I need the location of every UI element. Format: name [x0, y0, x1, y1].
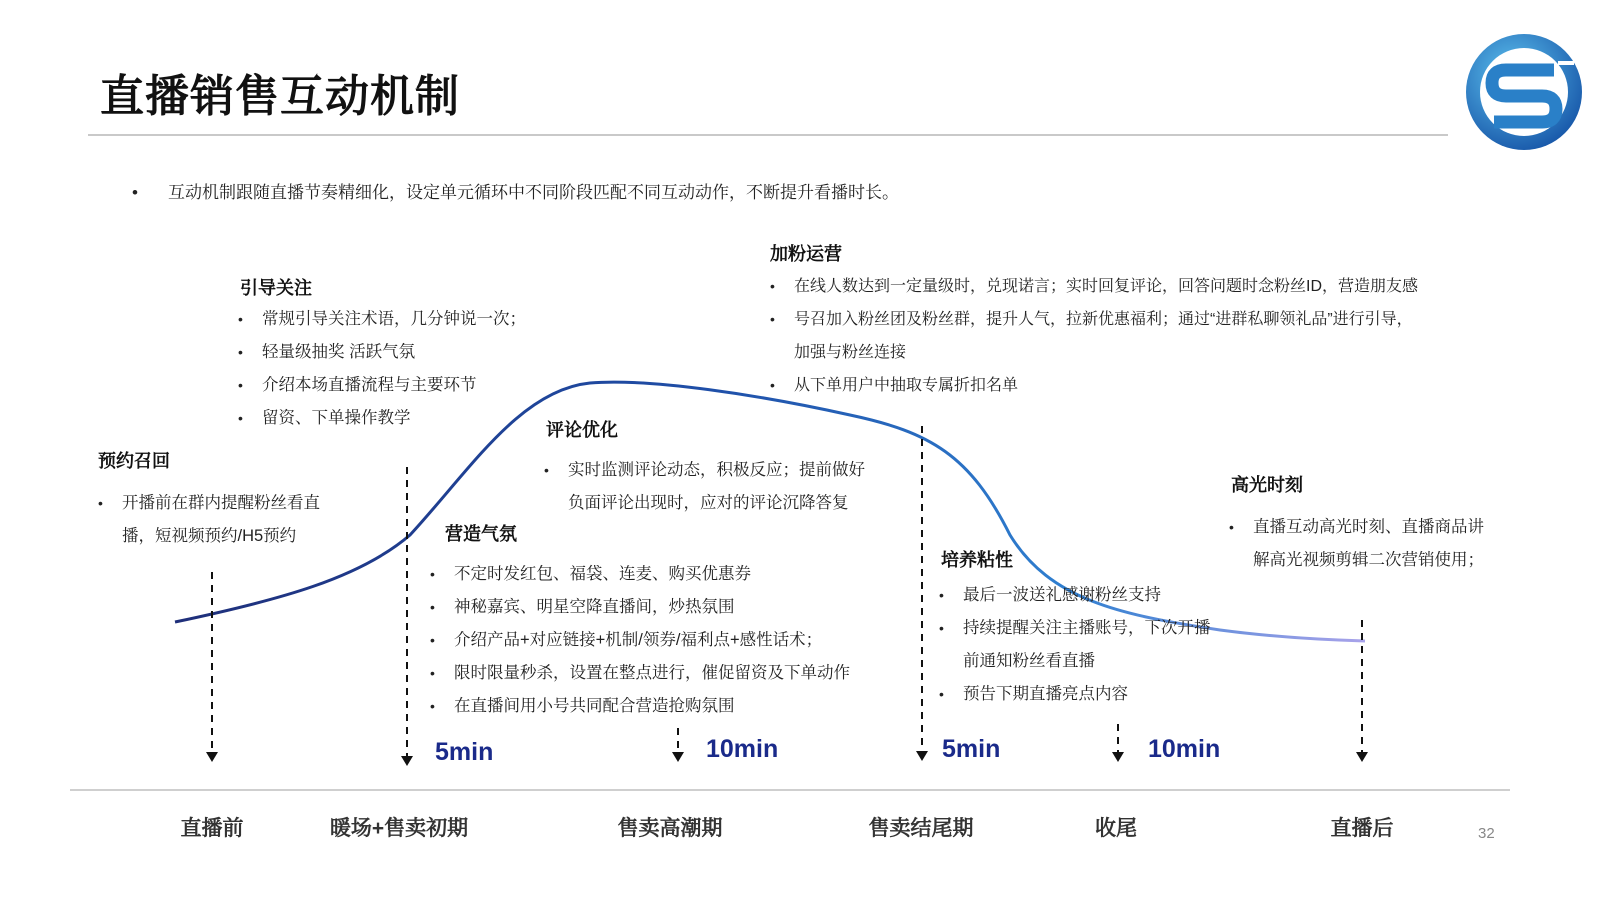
list-item-text: 持续提醒关注主播账号，下次开播 [963, 619, 1211, 637]
list-item-text: 限时限量秒杀，设置在整点进行，催促留资及下单动作 [454, 664, 850, 682]
section-title-yuyue: 预约召回 [98, 451, 170, 471]
list-item-continuation [98, 520, 320, 553]
list-item-text: 介绍本场直播流程与主要环节 [262, 376, 477, 394]
list-item [430, 591, 850, 624]
list-item-continuation [1229, 544, 1484, 577]
list-item-text: 加强与粉丝连接 [794, 344, 907, 361]
section-title-pinglun: 评论优化 [546, 420, 618, 440]
section-list-yindao [238, 303, 526, 435]
list-item [544, 454, 865, 487]
section-title-gaoguang: 高光时刻 [1231, 475, 1303, 495]
list-item [939, 579, 1211, 612]
list-item-text: 播，短视频预约/H5预约 [122, 527, 297, 545]
list-item [939, 612, 1211, 645]
list-item [770, 369, 1418, 402]
section-list-gaoguang [1229, 511, 1484, 577]
list-item [1229, 511, 1484, 544]
list-item-text: 预告下期直播亮点内容 [963, 685, 1128, 703]
arrow-head-1 [206, 752, 218, 762]
list-item-text: 在线人数达到一定量级时，兑现诺言；实时回复评论，回答问题时念粉丝ID，营造朋友感 [794, 278, 1419, 295]
duration-label-4: 10min [1148, 735, 1221, 763]
section-list-yingzao [430, 558, 850, 723]
list-item-text: 最后一波送礼感谢粉丝支持 [963, 586, 1161, 604]
list-item [430, 690, 850, 723]
list-item-text: 实时监测评论动态，积极反应；提前做好 [568, 461, 865, 479]
intro-text-content: 互动机制跟随直播节奏精细化，设定单元循环中不同阶段匹配不同互动动作，不断提升看播时长。 [168, 183, 899, 202]
list-item-text: 留资、下单操作教学 [262, 409, 411, 427]
list-item [238, 402, 526, 435]
section-list-pinglun [544, 454, 865, 520]
list-item-text: 直播互动高光时刻、直播商品讲 [1253, 518, 1484, 536]
list-item-text: 常规引导关注术语，几分钟说一次； [262, 310, 526, 328]
section-list-jiafen [770, 270, 1418, 402]
section-title-jiafen: 加粉运营 [770, 244, 842, 264]
section-title-peiyang: 培养粘性 [941, 550, 1013, 570]
list-item [430, 657, 850, 690]
stage-label-warmup: 暖场+售卖初期 [329, 817, 469, 840]
list-item-text: 开播前在群内提醒粉丝看直 [122, 494, 320, 512]
list-item-text: 介绍产品+对应链接+机制/领券/福利点+感性话术； [454, 631, 823, 649]
section-list-yuyue [98, 487, 320, 553]
list-item-continuation [544, 487, 865, 520]
list-item [939, 678, 1211, 711]
list-item-text: 解高光视频剪辑二次营销使用； [1253, 551, 1484, 569]
list-item-continuation [770, 336, 1418, 369]
section-title-yindao: 引导关注 [240, 278, 312, 298]
list-item [430, 624, 850, 657]
list-item [238, 303, 526, 336]
list-item-text: 负面评论出现时，应对的评论沉降答复 [568, 494, 849, 512]
list-item-text: 在直播间用小号共同配合营造抢购氛围 [454, 697, 735, 715]
arrow-head-2 [401, 756, 413, 766]
duration-label-2: 10min [706, 735, 779, 763]
duration-label-3: 5min [942, 735, 1001, 763]
bullet-icon: • [132, 183, 138, 202]
page-title: 直播销售互动机制 [100, 72, 460, 121]
stage-label-closing: 收尾 [1095, 817, 1137, 840]
section-title-yingzao: 营造气氛 [445, 524, 517, 544]
list-item-text: 从下单用户中抽取专属折扣名单 [794, 377, 1019, 394]
timeline-divider [70, 789, 1510, 791]
section-list-peiyang [939, 579, 1211, 711]
stage-label-after: 直播后 [1330, 817, 1394, 840]
list-item-text: 号召加入粉丝团及粉丝群，提升人气，拉新优惠福利；通过“进群私聊领礼品”进行引导， [794, 311, 1413, 328]
list-item-text: 不定时发红包、福袋、连麦、购买优惠券 [454, 565, 751, 583]
arrow-head-3 [672, 752, 684, 762]
list-item-text: 前通知粉丝看直播 [963, 652, 1095, 670]
list-item-text: 神秘嘉宾、明星空降直播间，炒热氛围 [454, 598, 735, 616]
arrow-head-4 [916, 751, 928, 761]
stage-label-peak: 售卖高潮期 [617, 817, 723, 840]
list-item [770, 270, 1418, 303]
list-item [430, 558, 850, 591]
arrow-head-5 [1112, 752, 1124, 762]
list-item [98, 487, 320, 520]
list-item-text: 轻量级抽奖 活跃气氛 [262, 343, 416, 361]
list-item [770, 303, 1418, 336]
stage-label-ending: 售卖结尾期 [868, 817, 974, 840]
page-number: 32 [1478, 825, 1495, 842]
list-item [238, 336, 526, 369]
arrow-head-6 [1356, 752, 1368, 762]
list-item-continuation [939, 645, 1211, 678]
duration-label-1: 5min [435, 738, 494, 766]
list-item [238, 369, 526, 402]
stage-label-before: 直播前 [180, 817, 244, 840]
